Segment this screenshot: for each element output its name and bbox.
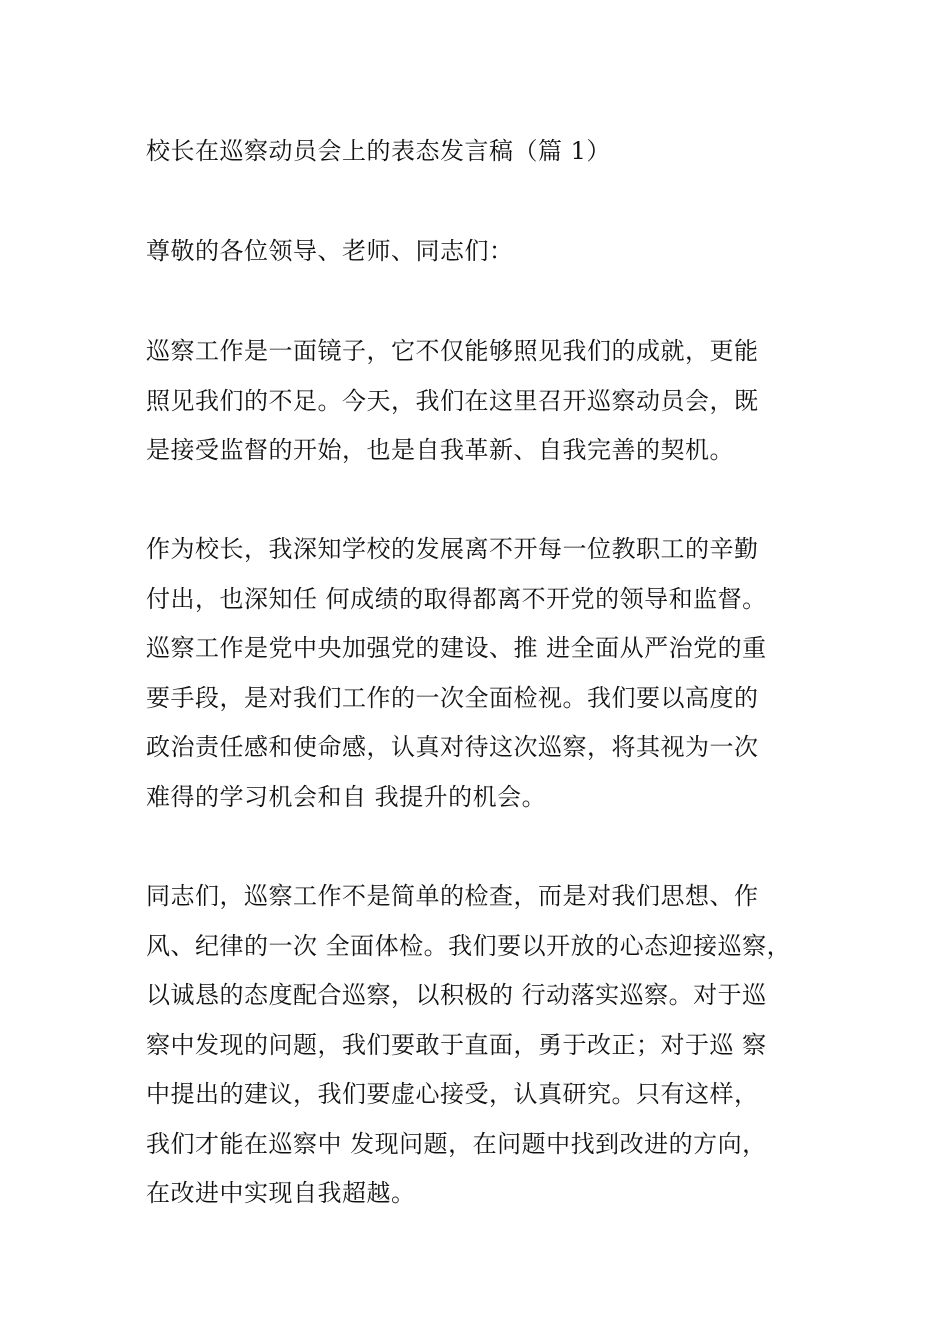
paragraph-3 [146, 878, 846, 1225]
paragraph-1 [146, 333, 846, 482]
document-title: 校长在巡察动员会上的表态发言稿（篇 1） [146, 137, 611, 165]
paragraph-line: 巡察工作是党中央加强党的建设、推 进全面从严治党的重 [146, 634, 767, 662]
paragraph-line: 巡察工作是一面镜子，它不仅能够照见我们的成就，更能 [146, 337, 759, 365]
paragraph-line: 在改进中实现自我超越。 [146, 1179, 416, 1207]
paragraph-line: 中提出的建议，我们要虚心接受，认真研究。只有这样， [146, 1080, 759, 1108]
paragraph-line: 我们才能在巡察中 发现问题，在问题中找到改进的方向， [146, 1129, 767, 1158]
paragraph-line: 作为校长，我深知学校的发展离不开每一位教职工的辛勤 [146, 535, 759, 563]
paragraph-line: 风、纪律的一次 全面体检。我们要以开放的心态迎接巡察， [146, 931, 792, 960]
paragraph-line: 付出，也深知任 何成绩的取得都离不开党的领导和监督。 [146, 584, 767, 613]
paragraph-line: 政治责任感和使命感，认真对待这次巡察，将其视为一次 [146, 733, 759, 761]
paragraph-line: 是接受监督的开始，也是自我革新、自我完善的契机。 [146, 436, 734, 464]
paragraph-line: 察中发现的问题，我们要敢于直面，勇于改正；对于巡 察 [146, 1030, 767, 1059]
paragraph-line: 以诚恳的态度配合巡察，以积极的 行动落实巡察。对于巡 [146, 981, 767, 1009]
salutation: 尊敬的各位领导、老师、同志们： [146, 237, 514, 265]
paragraph-line: 要手段，是对我们工作的一次全面检视。我们要以高度的 [146, 683, 759, 712]
paragraph-2 [146, 531, 846, 828]
paragraph-line: 同志们，巡察工作不是简单的检查，而是对我们思想、作 [146, 882, 759, 910]
paragraph-line: 照见我们的不足。今天，我们在这里召开巡察动员会，既 [146, 386, 759, 415]
paragraph-line: 难得的学习机会和自 我提升的机会。 [146, 782, 547, 811]
